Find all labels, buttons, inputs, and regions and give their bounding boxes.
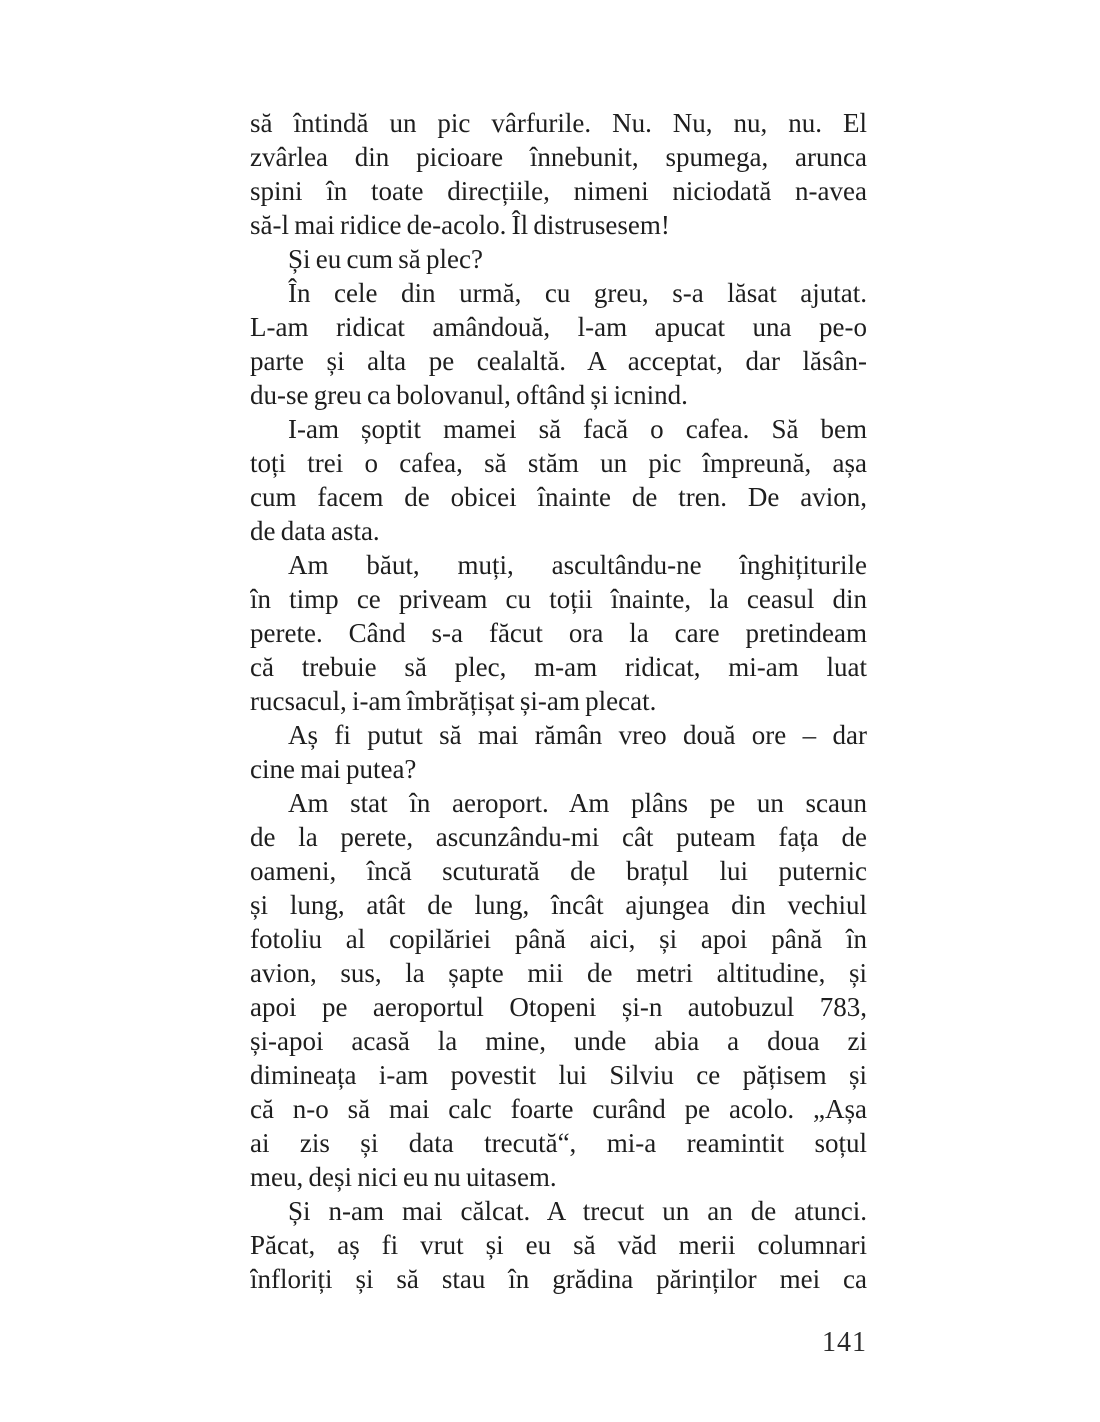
text-line: toți trei o cafea, să stăm un pic împreună, așa <box>250 448 867 478</box>
text-line: zvârlea din picioare înnebunit, spumega, arunca <box>250 142 867 172</box>
text-line: să întindă un pic vârfurile. Nu. Nu, nu, nu. El <box>250 108 867 138</box>
text-line: Am băut, muți, ascultându-ne înghițiturile <box>288 550 867 580</box>
text-line: Am stat în aeroport. Am plâns pe un scaun <box>288 788 867 818</box>
text-line: Și n-am mai călcat. A trecut un an de atunci. <box>288 1196 867 1226</box>
text-line: spini în toate direcțiile, nimeni niciodată n-avea <box>250 176 867 206</box>
text-line: L-am ridicat amândouă, l-am apucat una pe-o <box>250 312 867 342</box>
text-line: rucsacul, i-am îmbrățișat și-am plecat. <box>250 686 657 716</box>
text-line: avion, sus, la șapte mii de metri altitudine, și <box>250 958 867 988</box>
text-line: apoi pe aeroportul Otopeni și-n autobuzul 783, <box>250 992 867 1022</box>
text-line: oameni, încă scuturată de brațul lui puternic <box>250 856 867 886</box>
text-line: Și eu cum să plec? <box>288 244 483 274</box>
text-line: I-am șoptit mamei să facă o cafea. Să bem <box>288 414 867 444</box>
text-line: de data asta. <box>250 516 380 546</box>
text-line: du-se greu ca bolovanul, oftând și icnind. <box>250 380 688 410</box>
text-line: și lung, atât de lung, încât ajungea din vechiul <box>250 890 867 920</box>
text-line: cine mai putea? <box>250 754 417 784</box>
text-line: ai zis și data trecută“, mi-a reamintit soțul <box>250 1128 867 1158</box>
text-line: că trebuie să plec, m-am ridicat, mi-am luat <box>250 652 867 682</box>
text-line: că n-o să mai calc foarte curând pe acolo. „Așa <box>250 1094 867 1124</box>
text-line: în timp ce priveam cu toții înainte, la ceasul din <box>250 584 867 614</box>
text-line: Aș fi putut să mai rămân vreo două ore – dar <box>288 720 867 750</box>
text-line: înfloriți și să stau în grădina părinților mei ca <box>250 1264 867 1294</box>
text-line: cum facem de obicei înainte de tren. De avion, <box>250 482 867 512</box>
text-line: de la perete, ascunzându-mi cât puteam fața de <box>250 822 867 852</box>
page-number: 141 <box>822 1327 867 1358</box>
text-line: dimineața i-am povestit lui Silviu ce pățisem și <box>250 1060 867 1090</box>
text-line: să-l mai ridice de-acolo. Îl distrusesem! <box>250 210 670 240</box>
text-line: meu, deși nici eu nu uitasem. <box>250 1162 557 1192</box>
text-line: perete. Când s-a făcut ora la care pretindeam <box>250 618 867 648</box>
text-line: Păcat, aș fi vrut și eu să văd merii columnari <box>250 1230 867 1260</box>
text-line: În cele din urmă, cu greu, s-a lăsat ajutat. <box>288 278 867 308</box>
text-line: și-apoi acasă la mine, unde abia a doua zi <box>250 1026 867 1056</box>
text-line: parte și alta pe cealaltă. A acceptat, dar lăsân- <box>250 346 867 376</box>
text-line: fotoliu al copilăriei până aici, și apoi până în <box>250 924 867 954</box>
page-text <box>250 106 867 1296</box>
